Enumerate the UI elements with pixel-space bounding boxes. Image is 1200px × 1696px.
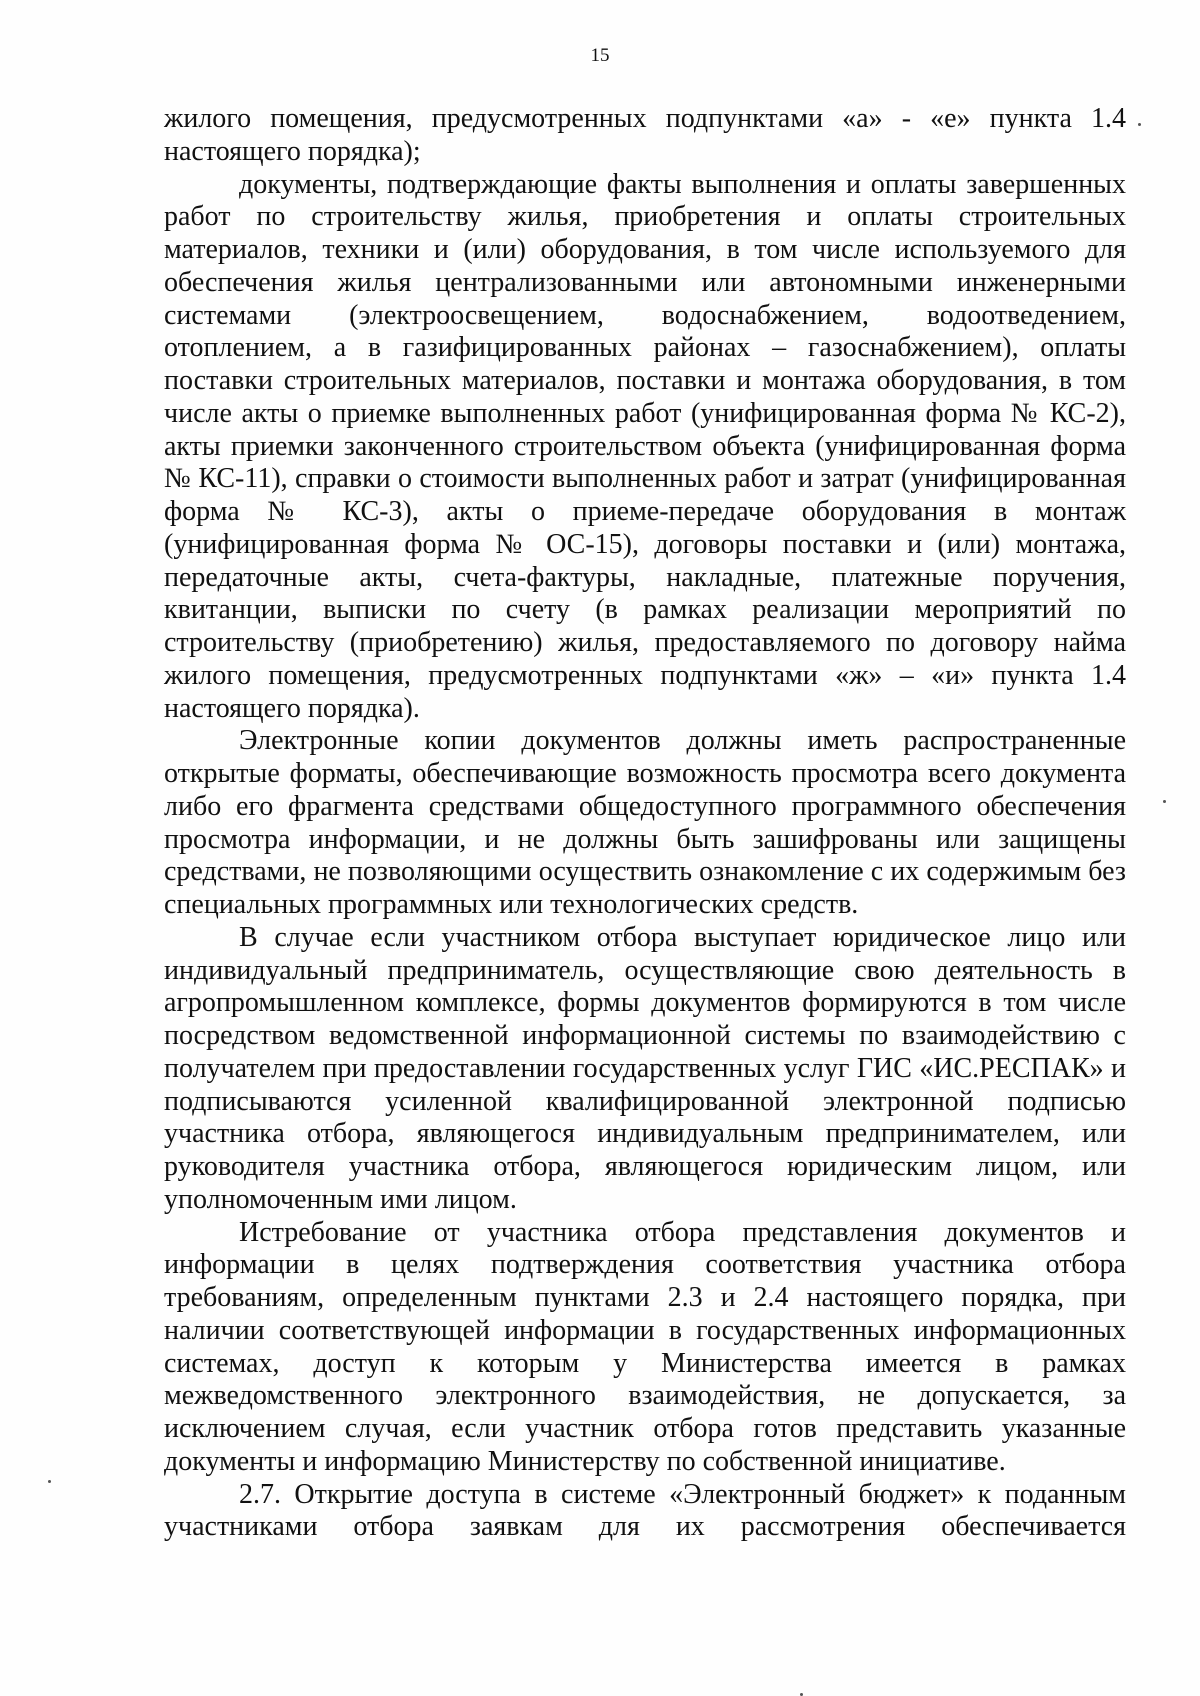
scan-speck (1163, 800, 1166, 803)
paragraph-agro-participant: В случае если участником отбора выступает юридическое лицо или индивидуальный предприниматель, осуществляющие свою деятельность в агропромышленном комплексе, формы документов формируются в том числе посредством ведомственной информационной системы по взаимодействию с получателем при предоставлении государственных услуг ГИС «ИС.РЕСПАК» и подписываются усиленной квалифицированной электронной подписью участника отбора, являющегося индивидуальным предпринимателем, или руководителя участника отбора, являющегося юридическим лицом, или уполномоченным ими лицом. (164, 921, 1126, 1215)
paragraph-2-7: 2.7. Открытие доступа в системе «Электронный бюджет» к поданным участниками отбора заявкам для их рассмотрения обеспечивается (164, 1478, 1126, 1543)
scan-speck (1138, 123, 1141, 126)
page-number: 15 (590, 45, 610, 66)
paragraph-electronic-copies: Электронные копии документов должны иметь распространенные открытые форматы, обеспечивающие возможность просмотра всего документа либо его фрагмента средствами общедоступного программного обеспечения просмотра информации, и не должны быть зашифрованы или защищены средствами, не позволяющими осуществить ознакомление с их содержимым без специальных программных или технологических средств. (164, 725, 1126, 920)
paragraph-requisition: Истребование от участника отбора представления документов и информации в целях подтверждения соответствия участника отбора требованиям, определенным пунктами 2.3 и 2.4 настоящего порядка, при наличии соответствующей информации в государственных информационных системах, доступ к которым у Министерства имеется в рамках межведомственного электронного взаимодействия, не допускается, за исключением случая, если участник отбора готов представить указанные документы и информацию Министерству по собственной инициативе. (164, 1216, 1126, 1477)
scan-speck (48, 1480, 51, 1483)
document-body (164, 103, 1126, 1544)
paragraph-documents: документы, подтверждающие факты выполнения и оплаты завершенных работ по строительству жилья, приобретения и оплаты строительных материалов, техники и (или) оборудования, в том числе используемого для обеспечения жилья централизованными или автономными инженерными системами (электроосвещением, водоснабжением, водоотведением, отоплением, а в газифицированных районах – газоснабжением), оплаты поставки строительных материалов, поставки и монтажа оборудования, в том числе акты о приемке выполненных работ (унифицированная форма № КС-2), акты приемки законченного строительством объекта (унифицированная форма № КС-11), справки о стоимости выполненных работ и затрат (унифицированная форма № КС-3), акты о приеме-передаче оборудования в монтаж (унифицированная форма № ОС-15), договоры поставки и (или) монтажа, передаточные акты, счета-фактуры, накладные, платежные поручения, квитанции, выписки по счету (в рамках реализации мероприятий по строительству (приобретению) жилья, предоставляемого по договору найма жилого помещения, предусмотренных подпунктами «ж» – «и» пункта 1.4 настоящего порядка). (164, 168, 1126, 724)
paragraph-continuation: жилого помещения, предусмотренных подпунктами «а» - «е» пункта 1.4 настоящего порядка); (164, 103, 1126, 167)
